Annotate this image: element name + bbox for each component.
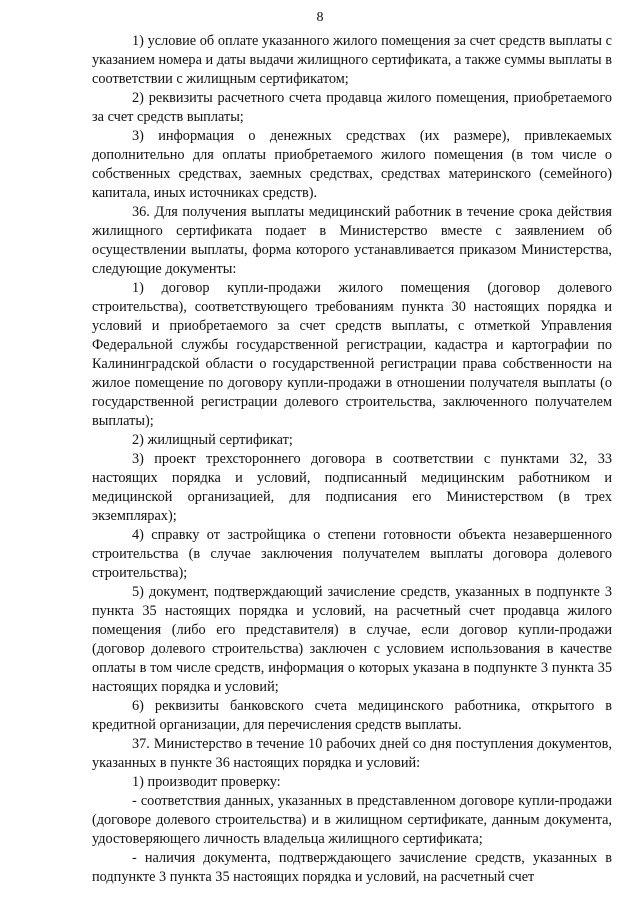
- paragraph: 37. Министерство в течение 10 рабочих дней со дня поступления документов, указанных в пункте 36 настоящих порядка и условий:: [92, 736, 612, 771]
- paragraph: 2) жилищный сертификат;: [132, 432, 293, 448]
- paragraph: 1) договор купли-продажи жилого помещения (договор долевого строительства), соответствующего требованиям пункта 30 настоящих порядка и условий и приобретаемого за счет средств выплаты, с отметкой Управления Федеральной службы государственной регистрации, кадастра и картографии по Калининградской области о государственной регистрации права собственности на жилое помещение по договору купли-продажи в отношении получателя выплаты (о государственной регистрации долевого строительства, заключенного получателем выплаты);: [92, 280, 612, 429]
- paragraph: - соответствия данных, указанных в представленном договоре купли-продажи (договоре долевого строительства) и в жилищном сертификате, данным документа, удостоверяющего личность владельца жилищного сертификата;: [92, 793, 612, 847]
- paragraph: 3) проект трехстороннего договора в соответствии с пунктами 32, 33 настоящих порядка и условий, подписанный медицинским работником и медицинской организацией, для подписания его Министерством (в трех экземплярах);: [92, 451, 612, 524]
- document-body: [92, 32, 612, 887]
- page-number: 8: [316, 10, 324, 25]
- paragraph: - наличия документа, подтверждающего зачисление средств, указанных в подпункте 3 пункта 35 настоящих порядка и условий, на расчетный счет: [92, 850, 612, 885]
- paragraph: 1) производит проверку:: [132, 774, 281, 790]
- paragraph: 5) документ, подтверждающий зачисление средств, указанных в подпункте 3 пункта 35 настоящих порядка и условий, на расчетный счет продавца жилого помещения (либо его представителя) в случае, если договор купли-продажи (договор долевого строительства) заключен с условием использования в качестве оплаты в том числе средств, информация о которых указана в подпункте 3 пункта 35 настоящих порядка и условий;: [92, 584, 612, 695]
- paragraph: 3) информация о денежных средствах (их размере), привлекаемых дополнительно для оплаты приобретаемого жилого помещения (в том числе о собственных средствах, заемных средствах, средствах материнского (семейного) капитала, иных источниках средств).: [92, 128, 612, 201]
- paragraph: 4) справку от застройщика о степени готовности объекта незавершенного строительства (в случае заключения получателем выплаты договора долевого строительства);: [92, 527, 612, 581]
- paragraph: 1) условие об оплате указанного жилого помещения за счет средств выплаты с указанием номера и даты выдачи жилищного сертификата, а также суммы выплаты в соответствии с жилищным сертификатом;: [92, 33, 612, 87]
- paragraph: 36. Для получения выплаты медицинский работник в течение срока действия жилищного сертификата подает в Министерство вместе с заявлением об осуществлении выплаты, форма которого устанавливается приказом Министерства, следующие документы:: [92, 204, 612, 277]
- paragraph: 2) реквизиты расчетного счета продавца жилого помещения, приобретаемого за счет средств выплаты;: [92, 90, 612, 125]
- paragraph: 6) реквизиты банковского счета медицинского работника, открытого в кредитной организации, для перечисления средств выплаты.: [92, 698, 612, 733]
